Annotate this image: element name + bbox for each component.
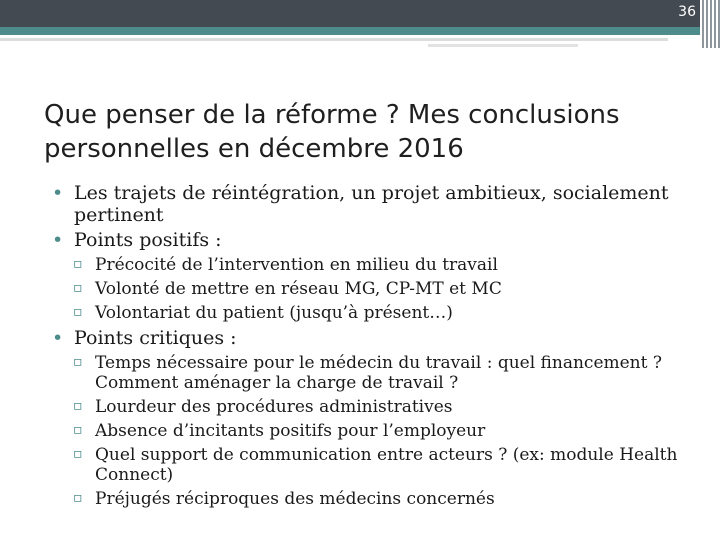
square-bullet-icon: ▫ [73, 398, 83, 414]
sub-item [73, 279, 692, 299]
bullet-item [52, 327, 692, 349]
sub-item-text: Précocité de l’intervention en milieu du travail [95, 255, 498, 275]
sub-item [73, 397, 692, 417]
square-bullet-icon: ▫ [73, 490, 83, 506]
bullet-text: Points critiques : [74, 327, 237, 349]
square-bullet-icon: ▫ [73, 256, 83, 272]
sub-list [73, 353, 692, 509]
decorative-stripes [700, 0, 720, 48]
sub-item [73, 303, 692, 323]
divider-line [0, 38, 668, 41]
header-bar [0, 0, 720, 27]
sub-item-text: Préjugés réciproques des médecins concernés [95, 489, 495, 509]
sub-item-text: Volonté de mettre en réseau MG, CP-MT et MC [95, 279, 502, 299]
square-bullet-icon: ▫ [73, 422, 83, 438]
sub-item [73, 255, 692, 275]
bullet-list [52, 182, 692, 513]
sub-item-text: Lourdeur des procédures administratives [95, 397, 453, 417]
sub-item [73, 445, 692, 485]
bullet-item [52, 182, 692, 226]
sub-item [73, 489, 692, 509]
divider-line-short [428, 44, 578, 47]
sub-list [73, 255, 692, 323]
sub-item-text: Temps nécessaire pour le médecin du travail : quel financement ? Comment aménager la charge de travail ? [95, 353, 662, 393]
bullet-text: Les trajets de réintégration, un projet ambitieux, socialement pertinent [74, 182, 669, 226]
slide-title: Que penser de la réforme ? Mes conclusions personnelles en décembre 2016 [44, 100, 620, 164]
accent-stripe [0, 27, 700, 35]
sub-item [73, 353, 692, 393]
square-bullet-icon: ▫ [73, 446, 83, 462]
sub-item-text: Absence d’incitants positifs pour l’employeur [95, 421, 486, 441]
sub-item-text: Volontariat du patient (jusqu’à présent…) [95, 303, 453, 323]
page-number: 36 [678, 4, 696, 20]
bullet-text: Points positifs : [74, 229, 222, 251]
square-bullet-icon: ▫ [73, 280, 83, 296]
sub-item [73, 421, 692, 441]
square-bullet-icon: ▫ [73, 354, 83, 370]
square-bullet-icon: ▫ [73, 304, 83, 320]
sub-item-text: Quel support de communication entre acteurs ? (ex: module Health Connect) [95, 445, 678, 485]
bullet-item [52, 229, 692, 251]
